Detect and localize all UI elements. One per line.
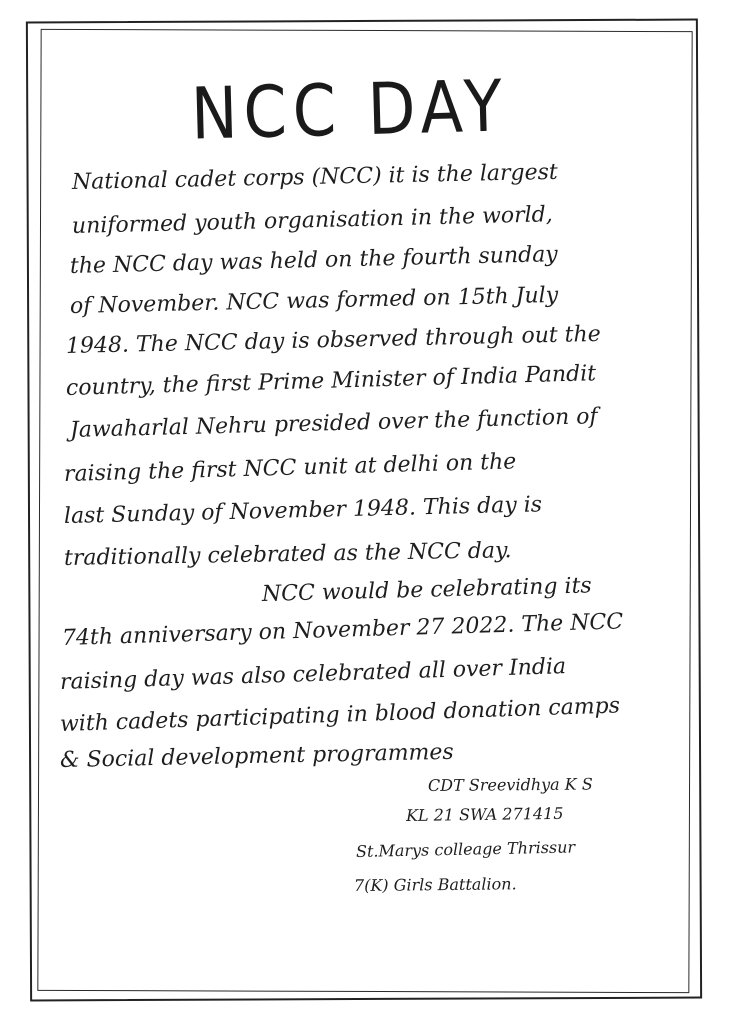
body-line: National cadet corps (NCC) it is the largest	[71, 159, 558, 195]
body-line: uniformed youth organisation in the world,	[71, 202, 554, 239]
signature-battalion: 7(K) Girls Battalion.	[353, 874, 517, 895]
signature-name: CDT Sreevidhya K S	[427, 774, 593, 795]
body-line: raising day was also celebrated all over India	[59, 654, 567, 695]
body-line: & Social development programmes	[59, 739, 454, 773]
signature-college: St.Marys colleage Thrissur	[355, 837, 576, 861]
body-line: 1948. The NCC day is observed through out the	[65, 321, 601, 359]
body-line: country, the first Prime Minister of India Pandit	[65, 361, 597, 401]
signature-regimental-number: KL 21 SWA 271415	[405, 803, 564, 825]
body-line: Jawaharlal Nehru presided over the function of	[69, 404, 598, 443]
body-line: with cadets participating in blood donation camps	[59, 693, 621, 737]
body-line: the NCC day was held on the fourth sunday	[69, 242, 559, 279]
body-line: NCC would be celebrating its	[261, 573, 592, 607]
body-line: 74th anniversary on November 27 2022. The NCC	[61, 609, 624, 651]
body-line: traditionally celebrated as the NCC day.	[63, 538, 512, 571]
page-title: NCC DAY	[190, 63, 509, 156]
body-line: last Sunday of November 1948. This day is	[63, 492, 543, 529]
body-line: raising the first NCC unit at delhi on the	[63, 449, 517, 487]
body-line: of November. NCC was formed on 15th July	[69, 282, 559, 319]
